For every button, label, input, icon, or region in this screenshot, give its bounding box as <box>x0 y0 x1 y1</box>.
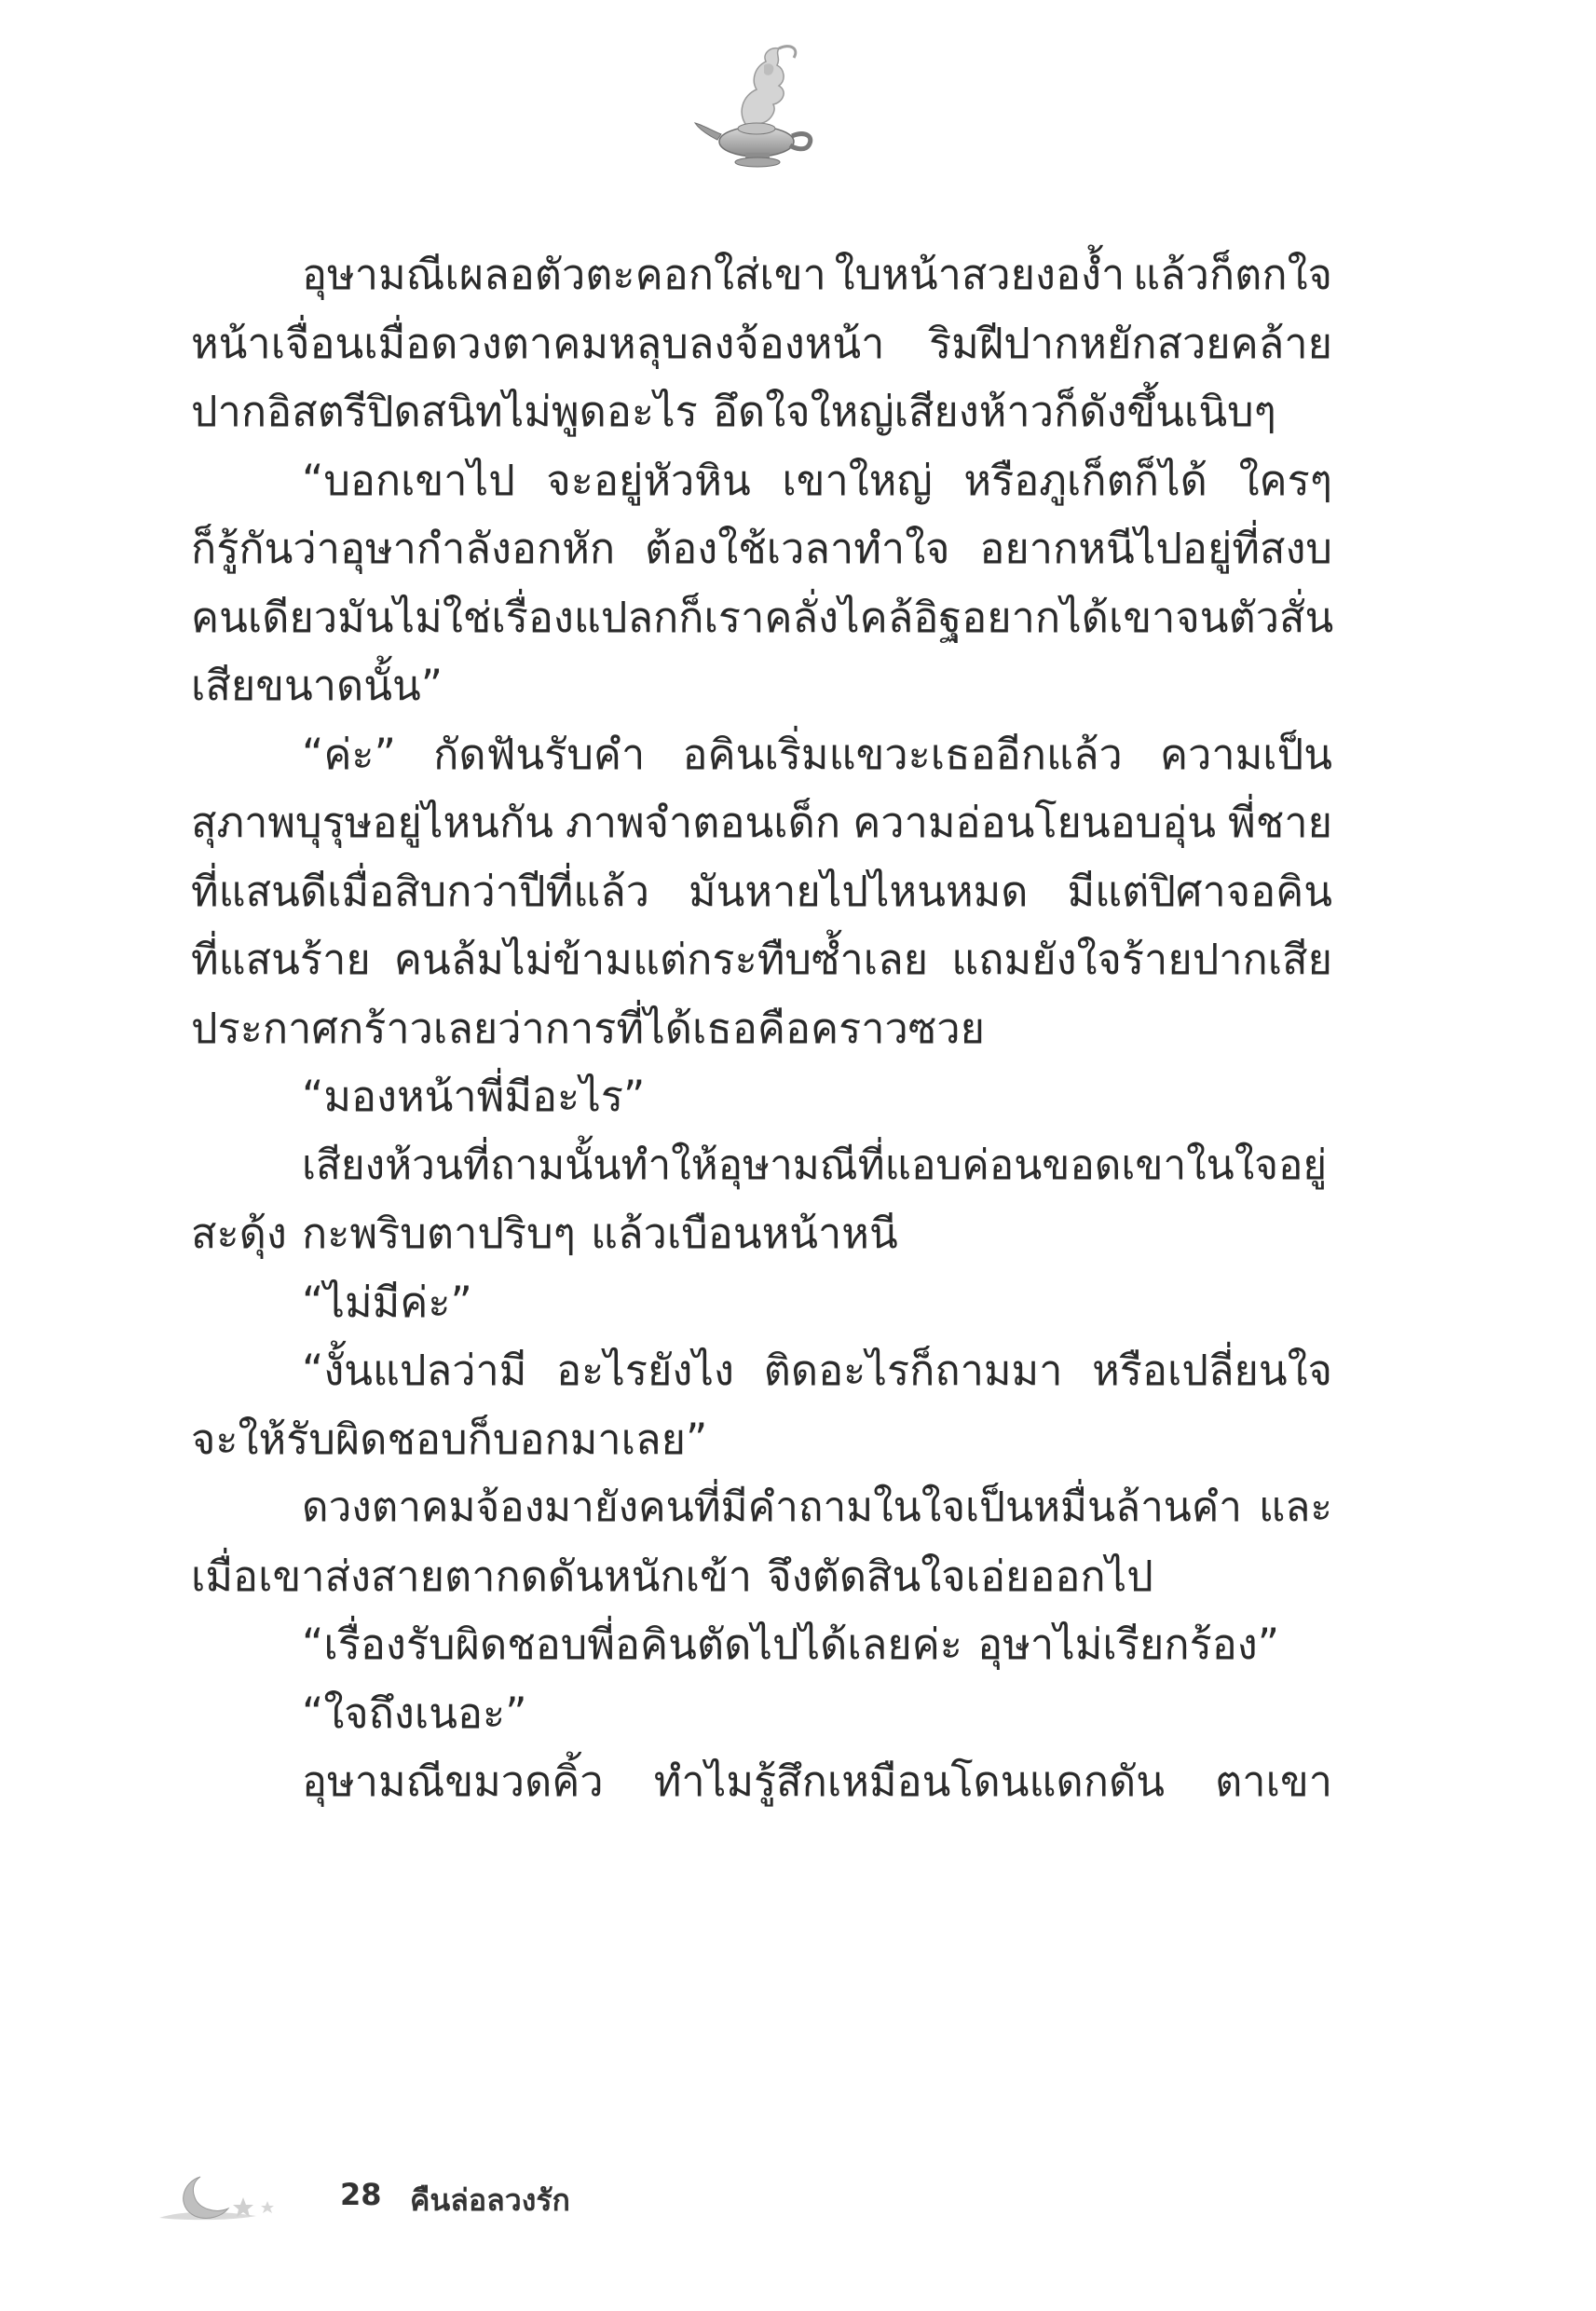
text-line <box>191 1062 1332 1131</box>
text-segment: กะพริบตาปริบๆ <box>302 1209 576 1258</box>
text-segment: จึงตัดสินใจเอ่ยออกไป <box>767 1551 1153 1601</box>
text-segment: อุษามณีเผลอตัวตะคอกใส่เขา <box>302 250 826 299</box>
text-segment: แถมยังใจร้ายปากเสีย <box>951 935 1332 984</box>
text-segment: เมื่อเขาส่งสายตากดดันหนักเข้า <box>191 1551 753 1601</box>
text-segment: มันไม่ใช่เรื่องแปลก <box>337 592 679 642</box>
text-segment: สุภาพบุรุษอยู่ไหนกัน <box>191 798 553 847</box>
text-line <box>191 240 1332 309</box>
text-segment: “เรื่องรับผิดชอบพี่อคินตัดไปได้เลยค่ะ <box>302 1620 962 1669</box>
text-segment: เสียขนาดนั้น” <box>191 661 443 710</box>
text-segment: ประกาศกร้าวเลยว่าการที่ได้เธอคือคราวซวย <box>191 1003 985 1053</box>
text-segment: สะดุ้ง <box>191 1209 287 1258</box>
text-segment: หรือภูเก็ตก็ได้ <box>963 455 1207 505</box>
text-segment: ใบหน้าสวยงอง้ำ <box>834 250 1125 299</box>
text-segment: อยากหนีไปอยู่ที่สงบ <box>979 524 1332 573</box>
text-segment: “มองหน้าพี่มีอะไร” <box>302 1072 646 1121</box>
text-line <box>191 1199 1332 1268</box>
book-title: คืนล่อลวงรัก <box>410 2182 570 2218</box>
crescent-moon-stars-icon <box>154 2169 321 2225</box>
text-segment: ภาพจำตอนเด็ก <box>566 798 841 847</box>
text-segment: ความเป็น <box>1159 729 1332 779</box>
text-segment: ก็เราคลั่งไคล้อิฐ <box>678 592 962 642</box>
text-line <box>191 1131 1332 1200</box>
text-line <box>191 788 1332 857</box>
text-line <box>191 1610 1332 1679</box>
text-segment: ปากอิสตรีปิดสนิทไม่พูดอะไร <box>191 387 698 436</box>
text-segment: มันหายไปไหนหมด <box>689 866 1029 916</box>
text-segment: หรือเปลี่ยนใจ <box>1092 1346 1332 1395</box>
text-segment: และ <box>1259 1484 1332 1531</box>
text-line <box>191 514 1332 583</box>
text-segment: “ไม่มีค่ะ” <box>302 1277 472 1327</box>
text-line <box>191 1679 1332 1748</box>
text-segment: จะให้รับผิดชอบก็บอกมาเลย” <box>191 1414 708 1464</box>
text-line <box>191 1747 1332 1816</box>
page-footer <box>154 2169 713 2225</box>
text-line <box>191 446 1332 515</box>
page-number: 28 <box>340 2177 382 2212</box>
text-segment: เสียงห้วนที่ถามนั้นทำให้อุษามณีที่แอบค่อนขอดเขาในใจอยู่ <box>302 1141 1328 1189</box>
text-segment: ดวงตาคมจ้องมายังคนที่มีคำถามในใจเป็นหมื่นล้านคำ <box>302 1484 1243 1531</box>
body-text <box>191 240 1332 1816</box>
text-segment: ความอ่อนโยนอบอุ่น <box>853 798 1217 847</box>
text-line <box>191 857 1332 926</box>
text-segment: “งั้นแปลว่ามี <box>302 1346 527 1395</box>
text-segment: หน้าเจื่อนเมื่อดวงตาคมหลุบลงจ้องหน้า <box>191 318 885 368</box>
text-segment: ใครๆ <box>1238 455 1332 505</box>
text-segment: อะไรยังไง <box>556 1346 735 1395</box>
text-line <box>191 651 1332 720</box>
text-segment: “บอกเขาไป <box>302 455 515 505</box>
text-line <box>191 1473 1332 1542</box>
text-segment: ก็รู้กันว่าอุษากำลังอกหัก <box>191 524 616 573</box>
text-segment: เขาใหญ่ <box>782 455 933 505</box>
text-segment: ตาเขา <box>1215 1757 1332 1806</box>
text-segment: กัดฟันรับคำ <box>433 729 646 779</box>
text-segment: อยากได้เขาจนตัวสั่น <box>962 592 1334 642</box>
text-segment: พี่ชาย <box>1228 798 1332 847</box>
text-segment: ที่แสนดีเมื่อสิบกว่าปีที่แล้ว <box>191 866 650 916</box>
text-line <box>191 1336 1332 1405</box>
text-line <box>191 1405 1332 1474</box>
text-line <box>191 583 1332 652</box>
text-segment: อุษามณีขมวดคิ้ว <box>302 1757 604 1806</box>
text-segment: ริมฝีปากหยักสวยคล้าย <box>929 318 1332 368</box>
text-line <box>191 1268 1332 1337</box>
text-line <box>191 1542 1332 1611</box>
text-segment: แล้วเบือนหน้าหนี <box>591 1209 898 1258</box>
text-segment: ติดอะไรก็ถามมา <box>763 1346 1063 1395</box>
text-segment: มีแต่ปิศาจอคิน <box>1067 866 1332 916</box>
text-segment: อึดใจใหญ่เสียงห้าวก็ดังขึ้นเนิบๆ <box>713 387 1276 436</box>
text-line <box>191 309 1332 378</box>
text-segment: ต้องใช้เวลาทำใจ <box>645 524 950 573</box>
text-segment: “ใจถึงเนอะ” <box>302 1688 527 1738</box>
text-line <box>191 720 1332 789</box>
text-segment: จะอยู่หัวหิน <box>546 455 751 505</box>
genie-lamp-icon <box>689 37 829 177</box>
text-segment: อุษาไม่เรียกร้อง” <box>977 1620 1280 1669</box>
text-segment: “ค่ะ” <box>302 729 396 779</box>
text-segment: คนล้มไม่ข้ามแต่กระทืบซ้ำเลย <box>393 935 929 984</box>
text-line <box>191 377 1332 446</box>
text-line <box>191 925 1332 994</box>
text-segment: ที่แสนร้าย <box>191 935 371 984</box>
text-segment: คนเดียว <box>191 592 338 642</box>
text-segment: ทำไมรู้สึกเหมือนโดนแดกดัน <box>653 1757 1165 1806</box>
text-segment: แล้วก็ตกใจ <box>1133 250 1332 299</box>
text-line <box>191 994 1332 1063</box>
text-segment: อคินเริ่มแขวะเธออีกแล้ว <box>682 729 1123 779</box>
